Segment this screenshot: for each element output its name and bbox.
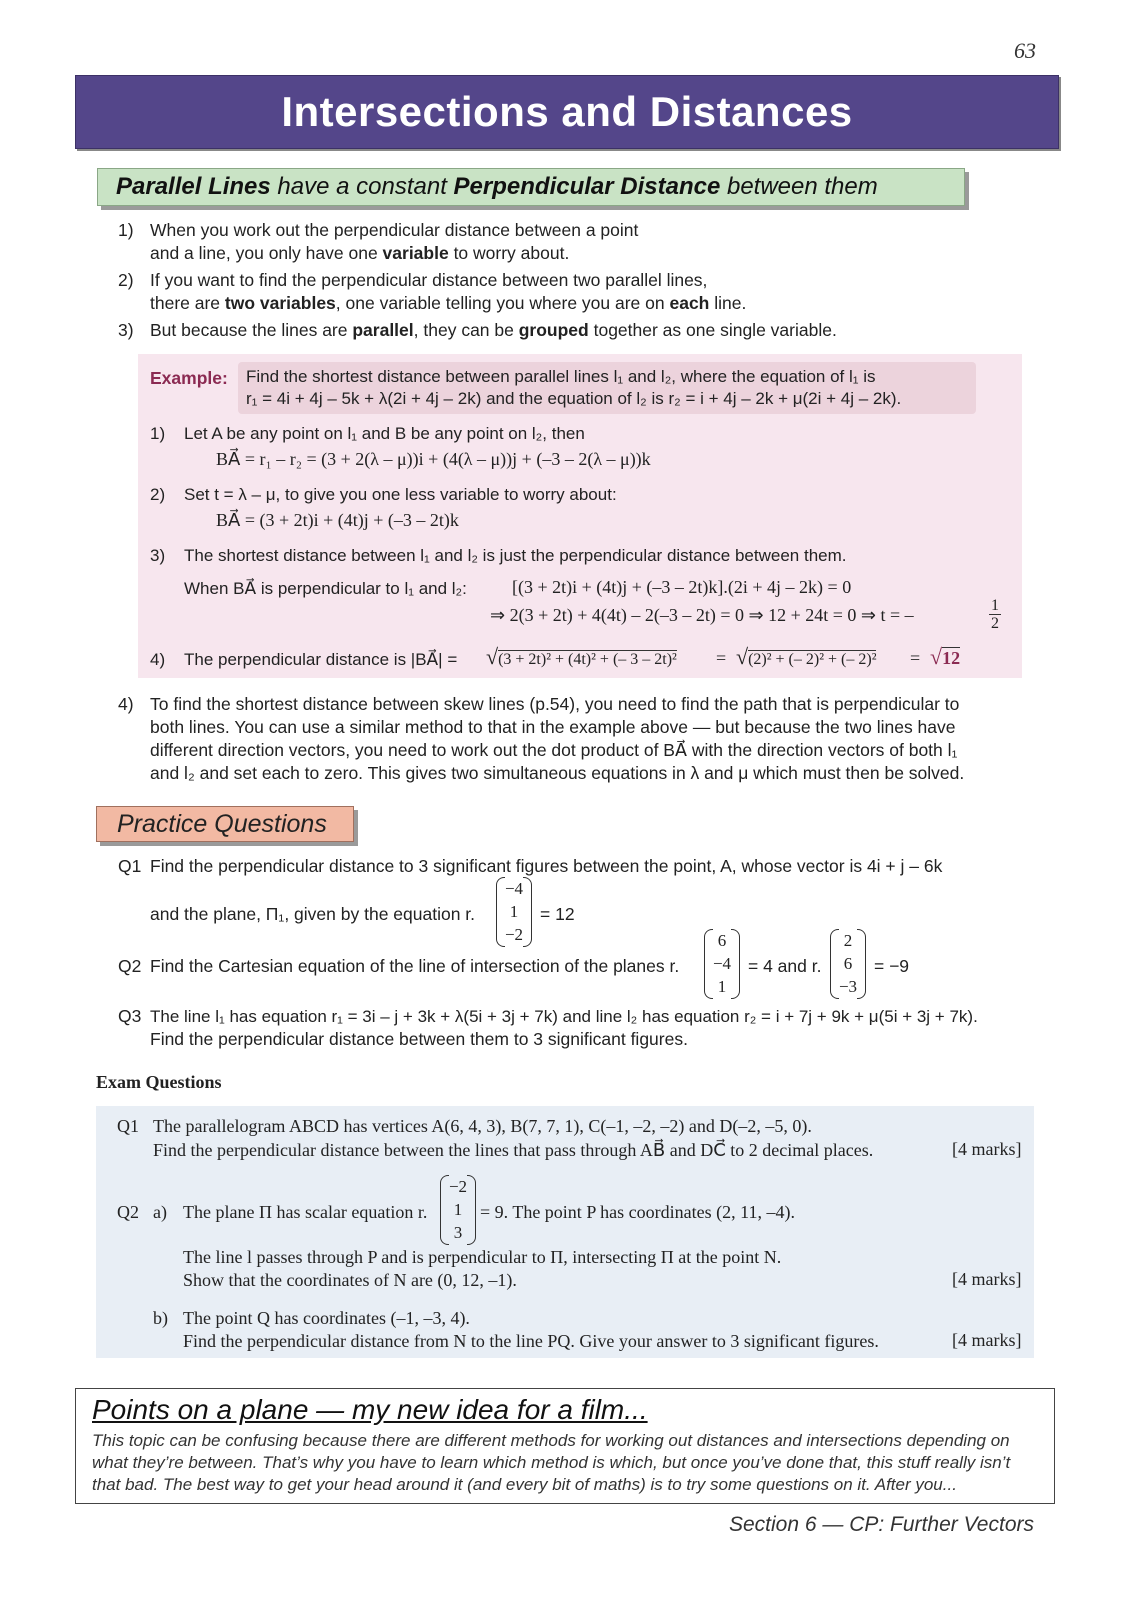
equals-sign: = [910, 648, 921, 668]
vector-entry: −4 [712, 954, 732, 973]
practice-questions-heading: Practice Questions [96, 806, 354, 842]
column-vector [440, 1175, 476, 1245]
fraction [989, 597, 1001, 632]
text: line. [709, 293, 747, 313]
equation-rhs: = 12 [540, 904, 575, 924]
vector-entry: −2 [448, 1177, 468, 1196]
point-4-text [150, 693, 1030, 785]
section-heading-bold-2: Perpendicular Distance [453, 173, 721, 200]
question-label: Q1 [118, 856, 142, 876]
vector-entry: 1 [453, 1200, 463, 1219]
question-text: The line l₁ has equation r₁ = 3i – j + 3k + λ(5i + 3j + 7k) and line l₂ has equation r₂ = i + 7j + 9k + μ(5i + 3j + 7k). [150, 1007, 978, 1026]
bracket-left [496, 877, 505, 947]
bracket-right [467, 1175, 476, 1245]
bold-text: each [669, 293, 710, 313]
point-item [118, 269, 1018, 319]
example-step-result: ⇒ 2(3 + 2t) + 4(4t) – 2(–3 – 2t) = 0 ⇒ 12 + 24t = 0 ⇒ t = – [490, 605, 914, 625]
vector-entry: −3 [838, 977, 858, 996]
section-heading [97, 168, 965, 206]
question-text: Find the perpendicular distance to 3 significant figures between the point, A, whose vector is 4i + j – 6k [150, 856, 943, 876]
question-text: The point Q has coordinates (–1, –3, 4). [183, 1308, 470, 1328]
equation-rhs: = −9 [874, 956, 910, 976]
question-text: and the plane, Π₁, given by the equation r. [150, 904, 476, 924]
question-text: = 9. The point P has coordinates (2, 11, –4). [480, 1202, 795, 1222]
column-vector [496, 877, 532, 947]
column-vector [704, 929, 740, 999]
example-label: Example: [150, 368, 228, 388]
example-step-math: [(3 + 2t)i + (4t)j + (–3 – 2t)k].(2i + 4j – 2k) = 0 [512, 577, 852, 597]
question-label: Q1 [117, 1116, 139, 1136]
sqrt-radicand: (2)² + (– 2)² + (– 2)² [748, 651, 877, 668]
question-label: Q3 [118, 1006, 142, 1026]
example-step-text: Set t = λ – μ, to give you one less variable to worry about: [184, 485, 617, 504]
bracket-left [440, 1175, 449, 1245]
bracket-right [857, 929, 866, 999]
point-line [150, 242, 638, 265]
subpart-label: b) [153, 1308, 168, 1328]
section-heading-bold-1: Parallel Lines [116, 173, 271, 200]
example-step-text: The shortest distance between l₁ and l₂ is just the perpendicular distance between them. [184, 546, 847, 565]
point-number: 3) [118, 320, 134, 340]
marks-label: [4 marks] [952, 1139, 1022, 1159]
fraction-numerator: 1 [991, 597, 999, 614]
question-text: = 4 and r. [748, 956, 822, 976]
example-step-number: 3) [150, 546, 166, 565]
point-line: If you want to find the perpendicular distance between two parallel lines, [150, 270, 708, 290]
point-line: To find the shortest distance between skew lines (p.54), you need to find the path that is perpendicular to [150, 694, 960, 714]
point-line: both lines. You can use a similar method to that in the example above — but because the two lines have [150, 717, 956, 737]
example-step-text: The perpendicular distance is |BA⃗| = [184, 650, 458, 669]
vector-entry: −2 [504, 925, 524, 944]
example-step-math: BA⃗ = (3 + 2t)i + (4t)j + (–3 – 2t)k [216, 510, 459, 530]
point-number: 4) [118, 694, 134, 714]
example-step-number: 1) [150, 424, 166, 443]
point-number: 2) [118, 270, 134, 290]
point-number: 1) [118, 220, 134, 240]
example-step-condition: When BA⃗ is perpendicular to l₁ and l₂: [184, 579, 467, 598]
section-footer: Section 6 — CP: Further Vectors [728, 1513, 1034, 1536]
example-question-line: r₁ = 4i + 4j – 5k + λ(2i + 4j – 2k) and the equation of l₂ is r₂ = i + 4j – 2k + μ(2i + 4j – 2k). [246, 389, 902, 408]
vector-entry: 2 [843, 931, 853, 950]
answer-value: 12 [942, 648, 961, 668]
point-line [150, 319, 837, 342]
summary-text: This topic can be confusing because there are different methods for working out distances and intersections depending on what they’re between. That’s why you have to learn which method is which, but once you’ve done that, this stuff really isn’t that bad. The best way to get your head around it (and every bit of maths) is to try some questions on it. After you... [92, 1431, 1011, 1494]
equals-sign: = [716, 648, 727, 668]
vector-entry: 1 [717, 977, 727, 996]
text: and a line, you only have one [150, 243, 383, 263]
exam-questions-heading: Exam Questions [96, 1072, 222, 1092]
question-text: Show that the coordinates of N are (0, 12, –1). [183, 1270, 517, 1290]
subpart-label: a) [153, 1202, 167, 1222]
question-text: The plane Π has scalar equation r. [183, 1202, 428, 1222]
text: , they can be [413, 320, 519, 340]
text: , one variable telling you where you are on [335, 293, 670, 313]
sqrt-radicand: (3 + 2t)² + (4t)² + (– 3 – 2t)² [498, 651, 677, 668]
answer-sqrt: √12 [930, 644, 961, 669]
point-line: When you work out the perpendicular distance between a point [150, 220, 639, 240]
page-title: Intersections and Distances [281, 88, 853, 135]
question-label: Q2 [117, 1202, 139, 1222]
marks-label: [4 marks] [952, 1330, 1022, 1350]
question-text: The line l passes through P and is perpendicular to Π, intersecting Π at the point N. [183, 1247, 782, 1267]
marks-label: [4 marks] [952, 1269, 1022, 1289]
intro-points [118, 219, 1018, 345]
example-question [246, 366, 1006, 410]
point-text [150, 219, 638, 265]
text: together as one single variable. [588, 320, 837, 340]
point-text [150, 269, 746, 315]
bold-text: variable [382, 243, 449, 263]
example-step-text: Let A be any point on l₁ and B be any point on l₂, then [184, 424, 585, 443]
point-line: and l₂ and set each to zero. This gives two simultaneous equations in λ and μ which must then be solved. [150, 763, 965, 783]
bold-text: parallel [352, 320, 414, 340]
vector-entry: 1 [509, 902, 519, 921]
bracket-right [731, 929, 740, 999]
question-text: The parallelogram ABCD has vertices A(6, 4, 3), B(7, 7, 1), C(–1, –2, –2) and D(–2, –5, 0). [153, 1116, 812, 1136]
bracket-left [830, 929, 839, 999]
section-heading-text-2: between them [720, 173, 878, 200]
point-line [150, 292, 746, 315]
bracket-left [704, 929, 713, 999]
question-text: Find the perpendicular distance from N to the line PQ. Give your answer to 3 significant figures. [183, 1331, 879, 1351]
vector-entry: −4 [504, 879, 524, 898]
point-item [118, 219, 1018, 267]
question-label: Q2 [118, 956, 142, 976]
sqrt-expression-1: √(3 + 2t)² + (4t)² + (– 3 – 2t)² [486, 644, 677, 669]
fraction-denominator: 2 [991, 615, 999, 632]
summary-title: Points on a plane — my new idea for a film... [92, 1394, 648, 1425]
text: there are [150, 293, 225, 313]
example-step-number: 4) [150, 650, 166, 669]
bracket-right [523, 877, 532, 947]
vector-entry: 6 [717, 931, 727, 950]
section-heading-text-1: have a constant [270, 173, 454, 200]
example-step-math: BA⃗ = r₁ – r₂ = (3 + 2(λ – μ))i + (4(λ – μ))j + (–3 – 2(λ – μ))k [216, 449, 651, 469]
question-text: Find the perpendicular distance between them to 3 significant figures. [150, 1029, 688, 1049]
page-number: 63 [1014, 38, 1036, 63]
vector-entry: 3 [453, 1223, 463, 1242]
bold-text: two variables [224, 293, 336, 313]
text: to worry about. [448, 243, 570, 263]
question-text: Find the Cartesian equation of the line of intersection of the planes r. [150, 956, 680, 976]
sqrt-expression-2: √(2)² + (– 2)² + (– 2)² [736, 644, 877, 669]
text: But because the lines are [150, 320, 353, 340]
bold-text: grouped [518, 320, 589, 340]
example-question-line: Find the shortest distance between parallel lines l₁ and l₂, where the equation of l₁ is [246, 367, 876, 386]
point-item [118, 319, 1018, 345]
column-vector [830, 929, 866, 999]
question-text: Find the perpendicular distance between the lines that pass through AB⃗ and DC⃗ to 2 decimal places. [153, 1140, 874, 1160]
example-step-number: 2) [150, 485, 166, 504]
page-title-bar [75, 75, 1059, 149]
vector-entry: 6 [843, 954, 853, 973]
point-line: different direction vectors, you need to work out the dot product of BA⃗ with the direction vectors of both l₁ [150, 740, 958, 760]
